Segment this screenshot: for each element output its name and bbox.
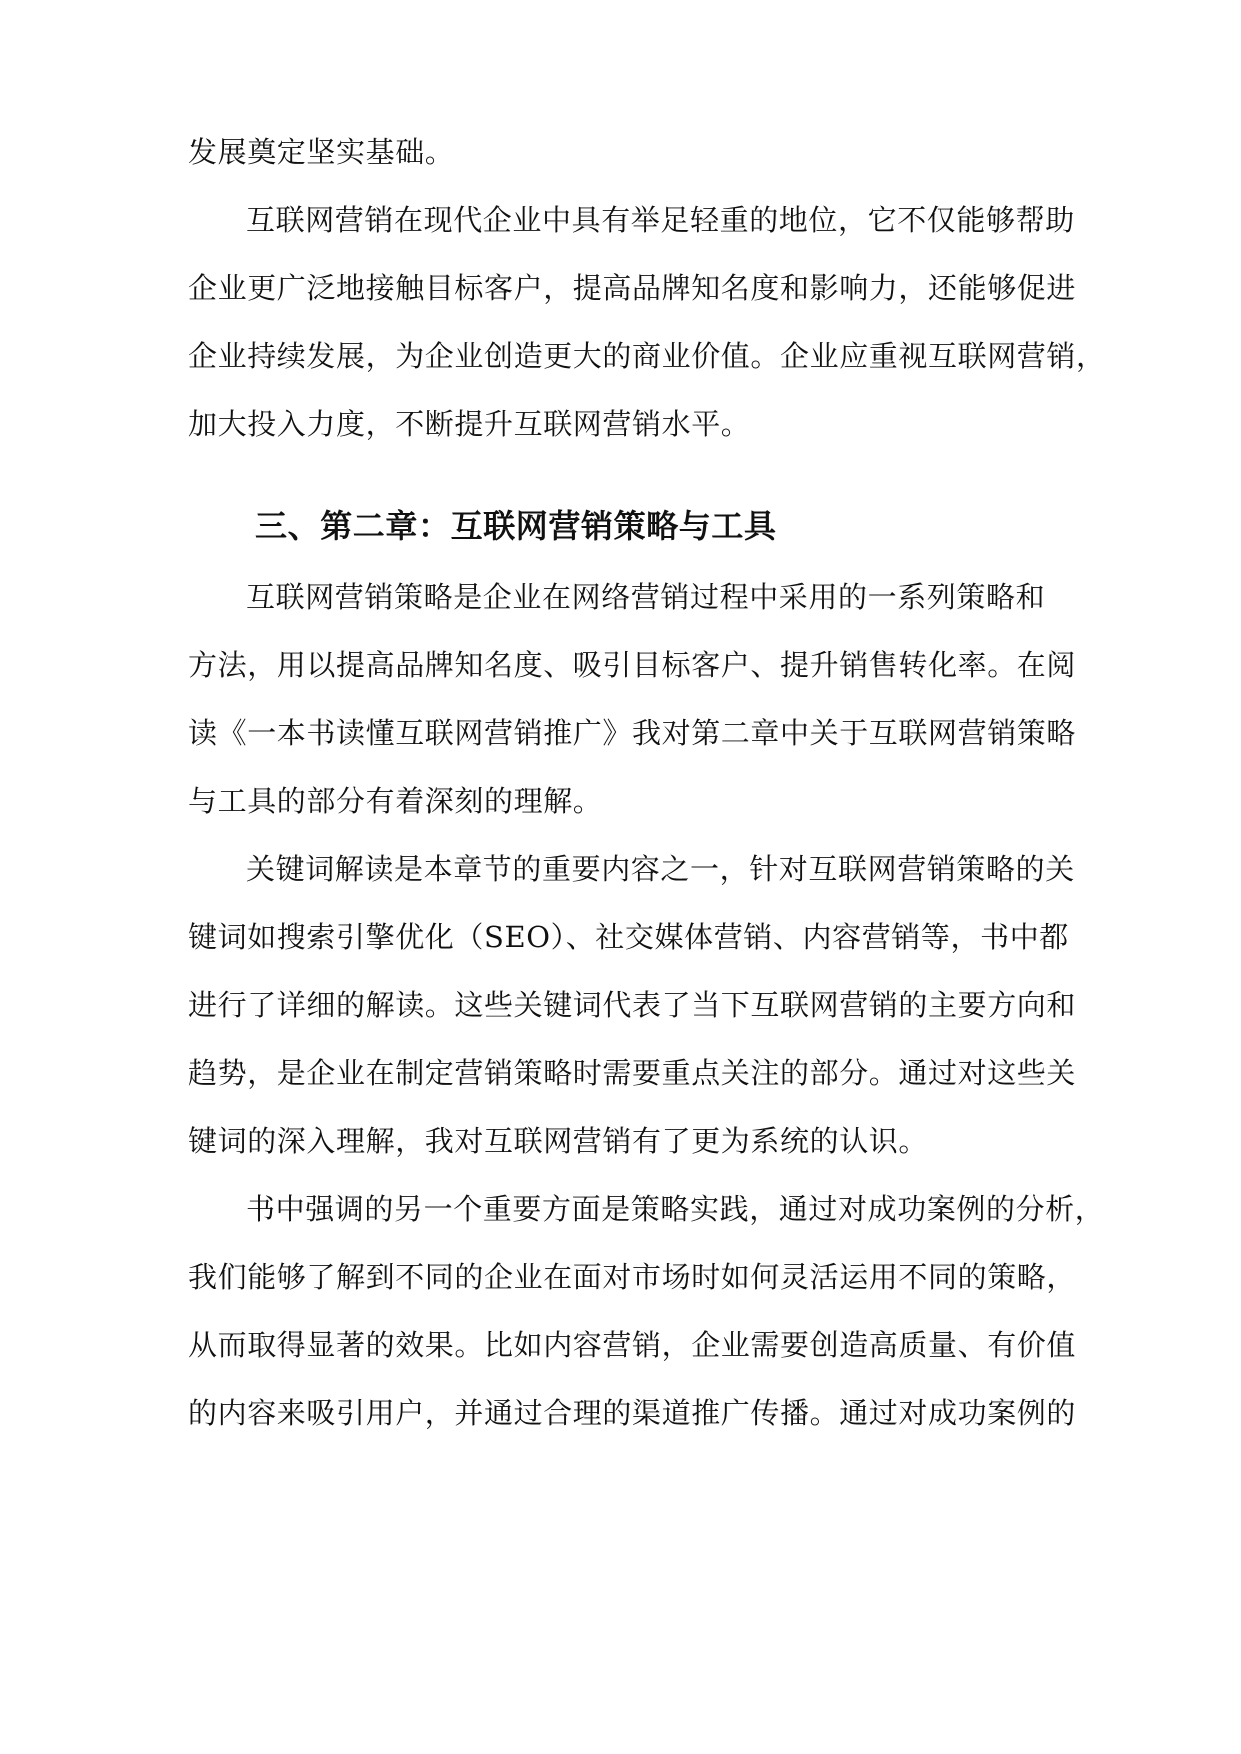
- paragraph-5-line-2: 我们能够了解到不同的企业在面对市场时如何灵活运用不同的策略，: [188, 1260, 1077, 1294]
- paragraph-4-line-3: 进行了详细的解读。这些关键词代表了当下互联网营销的主要方向和: [188, 988, 1077, 1022]
- paragraph-2-line-1: 互联网营销在现代企业中具有举足轻重的地位，它不仅能够帮助: [246, 203, 1075, 237]
- paragraph-3-line-1: 互联网营销策略是企业在网络营销过程中采用的一系列策略和: [246, 580, 1046, 614]
- paragraph-2-line-2: 企业更广泛地接触目标客户，提高品牌知名度和影响力，还能够促进: [188, 271, 1077, 305]
- paragraph-1-line-1: 发展奠定坚实基础。: [188, 135, 455, 169]
- section-heading: 三、第二章：互联网营销策略与工具: [255, 507, 777, 545]
- paragraph-4-line-4: 趋势，是企业在制定营销策略时需要重点关注的部分。通过对这些关: [188, 1056, 1077, 1090]
- paragraph-5-line-1: 书中强调的另一个重要方面是策略实践，通过对成功案例的分析，: [246, 1192, 1105, 1226]
- paragraph-5-line-3: 从而取得显著的效果。比如内容营销，企业需要创造高质量、有价值: [188, 1328, 1077, 1362]
- paragraph-2-line-3: 企业持续发展，为企业创造更大的商业价值。企业应重视互联网营销，: [188, 339, 1106, 373]
- paragraph-3-line-2: 方法，用以提高品牌知名度、吸引目标客户、提升销售转化率。在阅: [188, 648, 1077, 682]
- paragraph-3-line-4: 与工具的部分有着深刻的理解。: [188, 784, 603, 818]
- paragraph-2-line-4: 加大投入力度，不断提升互联网营销水平。: [188, 407, 751, 441]
- paragraph-4-line-1: 关键词解读是本章节的重要内容之一，针对互联网营销策略的关: [246, 852, 1075, 886]
- paragraph-4-line-5: 键词的深入理解，我对互联网营销有了更为系统的认识。: [188, 1124, 929, 1158]
- paragraph-5-line-4: 的内容来吸引用户，并通过合理的渠道推广传播。通过对成功案例的: [188, 1396, 1077, 1430]
- paragraph-4-line-2: 键词如搜索引擎优化（SEO）、社交媒体营销、内容营销等，书中都: [188, 920, 1069, 954]
- paragraph-3-line-3: 读《一本书读懂互联网营销推广》我对第二章中关于互联网营销策略: [188, 716, 1077, 750]
